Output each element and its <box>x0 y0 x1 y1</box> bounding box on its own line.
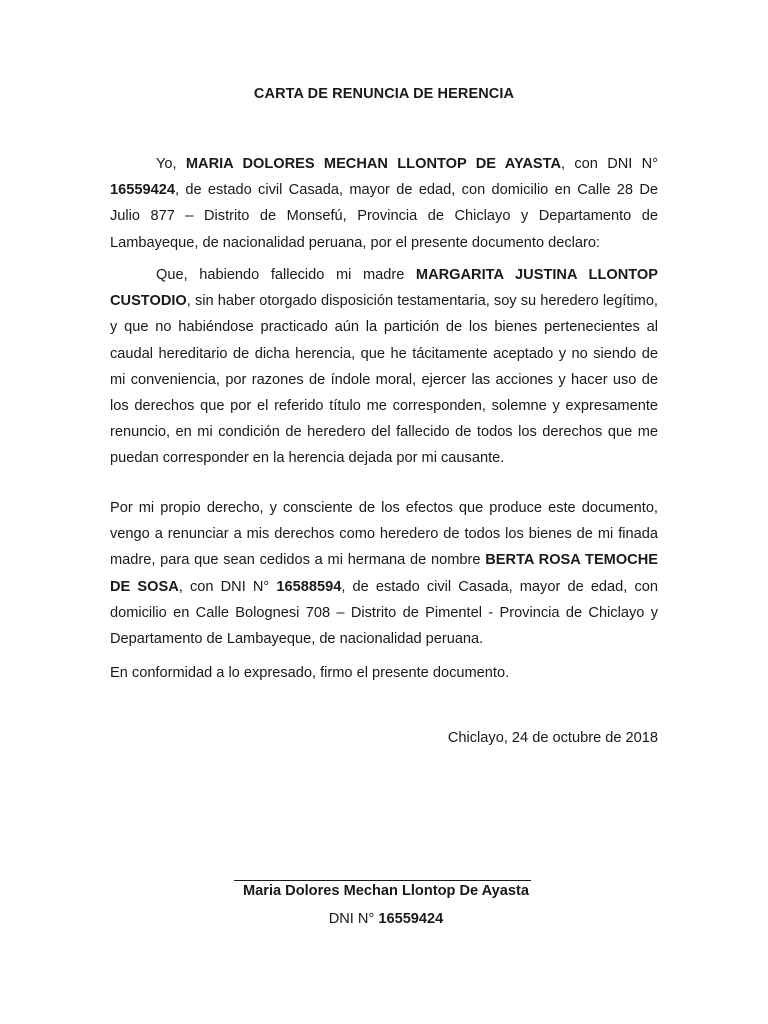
declarant-name: MARIA DOLORES MECHAN LLONTOP DE AYASTA <box>185 156 562 172</box>
p3-text-3: , de estado civil Casada, mayor de edad, con domicilio en Calle Bolognesi 708 – Distrito de Pimentel - Provincia de Chiclayo y Departamento de Lambayeque, de nacionalidad peruana. <box>110 578 658 648</box>
document-date: Chiclayo, 24 de octubre de 2018 <box>447 730 658 746</box>
declarant-dni: 16559424 <box>110 182 175 199</box>
conformity-text: En conformidad a lo expresado, firmo el presente documento. <box>110 665 510 681</box>
beneficiary-dni: 16588594 <box>276 578 342 595</box>
signatory-name: Maria Dolores Mechan Llontop De Ayasta <box>243 883 529 899</box>
p1-text-2: , con DNI N° <box>561 156 658 172</box>
document-title: CARTA DE RENUNCIA DE HERENCIA <box>253 86 515 102</box>
signatory-dni: 16559424 <box>378 911 444 927</box>
beneficiary-name: BERTA ROSA TEMOCHE DE SOSA <box>110 552 658 595</box>
signatory-dni-label: DNI N° <box>328 911 379 927</box>
paragraph-declarant <box>110 151 658 256</box>
signature-line <box>234 880 531 881</box>
p2-text-2: , sin haber otorgado disposición testamentaria, soy su heredero legítimo, y que no habiéndose practicado aún la partición de los bienes pertenecientes al caudal hereditario de dicha herencia, que he tácitamente aceptado y no siendo de mi conveniencia, por razones de índole moral, ejercer las acciones y hacer uso de los derechos que por el referido título me corresponden, solemne y expresamente renuncio, en mi condición de heredero del fallecido de todos los derechos que me puedan corresponder en la herencia dejada por mi causante. <box>110 293 658 467</box>
p2-text-1: Que, habiendo fallecido mi madre <box>156 267 416 283</box>
p3-text-2: , con DNI N° <box>178 578 277 595</box>
paragraph-inheritance <box>110 262 658 472</box>
p1-text-1: Yo, <box>156 156 186 172</box>
p1-text-3: , de estado civil Casada, mayor de edad, con domicilio en Calle 28 De Julio 877 – Distrito de Monsefú, Provincia de Chiclayo y Departamento de Lambayeque, de nacionalidad peruana, por el presente documento declaro: <box>110 182 658 251</box>
signatory-dni-line <box>0 911 768 927</box>
paragraph-conformity <box>110 660 658 686</box>
mother-name: MARGARITA JUSTINA LLONTOP CUSTODIO <box>110 267 658 310</box>
paragraph-renunciation <box>110 495 658 652</box>
p3-text-1: Por mi propio derecho, y consciente de los efectos que produce este documento, vengo a renunciar a mis derechos como heredero de todos los bienes de mi finada madre, para que sean cedidos a mi hermana de nombre <box>110 500 658 569</box>
